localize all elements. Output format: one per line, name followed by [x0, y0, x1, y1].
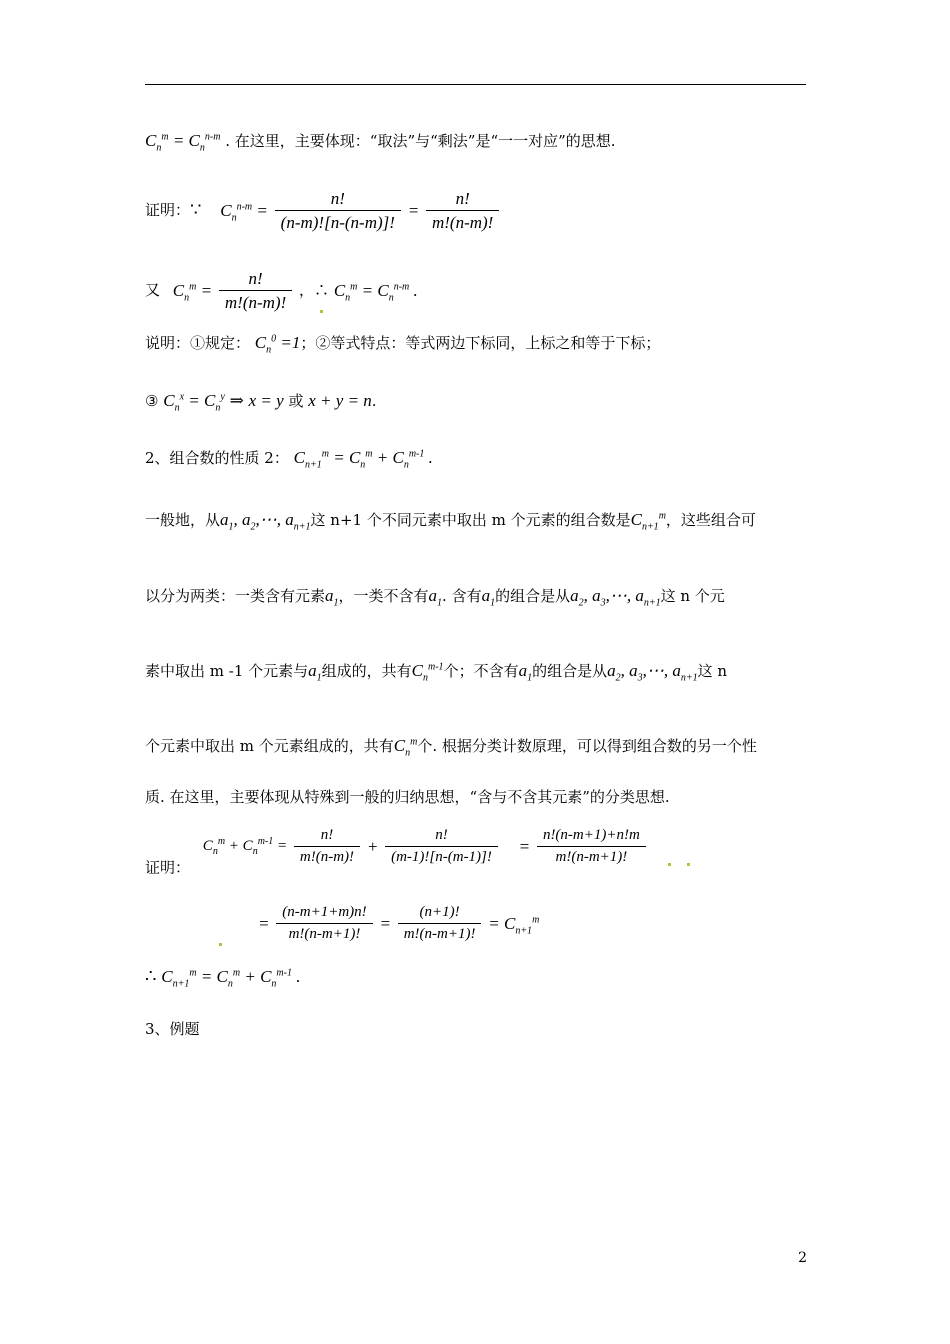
- page-number: 2: [798, 1250, 807, 1266]
- proof-symmetry-2: [145, 270, 418, 311]
- proof2-lhs: $C_n^m$ =: [172, 281, 213, 304]
- symmetry-statement: [145, 131, 616, 154]
- para-line-2: 以分为两类：一类含有元素$a_1$，一类不含有$a_1$. 含有$a_1$的组合是从$a_2$, $a_3,\cdots$, $a_{n+1}$这 n 个元: [145, 586, 725, 609]
- property-2-label: 2、组合数的性质 2：: [145, 449, 289, 467]
- note3-formula: $C_n^x = C_n^y$: [163, 391, 225, 414]
- property-2-formula: $C_{n+1}^m = C_n^m + C_n^{m-1}$ .: [293, 448, 433, 471]
- note-label: 说明：①规定：: [145, 334, 251, 352]
- symmetry-formula: $C_n^m = C_n^{n-m}$: [145, 131, 221, 154]
- proof2-fraction: $\frac{n!}{m!(n-m)!}$: [219, 270, 292, 311]
- also-label: 又: [145, 281, 161, 299]
- speck: [320, 310, 323, 313]
- speck: [219, 943, 222, 946]
- proof-label: 证明：: [145, 201, 191, 219]
- note-line: [145, 333, 661, 356]
- property-2: [145, 448, 433, 471]
- proof3-label: 证明：: [145, 858, 191, 877]
- proof-property-2: 证明： $C_n^m + C_n^{m-1}$ = $\frac{n!}{m!(n-m)!}$ + $\frac{n!}{(m-1)![n-(m-1)]!}$ = $\frac{n!(n-m+1)+n!m}{m!(n-m+1)!}$: [145, 828, 648, 876]
- note-text: ；②等式特点：等式两边下标同，上标之和等于下标；: [300, 334, 661, 352]
- note-rule: $C_n^0 =1$: [254, 333, 301, 356]
- note-3: ③ $C_n^x = C_n^y$ ⇒ x = y 或 x + y = n.: [145, 391, 377, 414]
- proof1-fraction-1: $\frac{n!}{(n-m)![n-(n-m)]!}$: [275, 190, 401, 231]
- proof2-result: $C_n^m = C_n^{n-m}$ .: [333, 281, 418, 304]
- proof-property-2-cont: = $\frac{(n-m+1+m)n!}{m!(n-m+1)!}$ = $\frac{(n+1)!}{m!(n-m+1)!}$ = $C_{n+1}^m$: [258, 904, 540, 942]
- therefore-symbol: ，∴: [299, 281, 330, 299]
- proof1-fraction-2: $\frac{n!}{m!(n-m)!}$: [426, 190, 499, 231]
- para-line-4: 个元素中取出 m 个元素组成的，共有$C_n^m$个. 根据分类计数原理，可以得到组合数的另一个性: [145, 736, 757, 759]
- section-3-heading: 3、例题: [145, 1020, 200, 1038]
- para-line-1: 一般地，从$a_1$, $a_2,\cdots$, $a_{n+1}$这 n+1 个不同元素中取出 m 个元素的组合数是$C_{n+1}^m$，这些组合可: [145, 510, 756, 533]
- proof1-lhs: $C_n^{n-m}$ =: [220, 201, 268, 224]
- because-symbol: ∵: [190, 199, 202, 221]
- para-line-5: 质. 在这里，主要体现从特殊到一般的归纳思想，“含与不含其元素”的分类思想.: [145, 788, 670, 806]
- conclusion: ∴ $C_{n+1}^m = C_n^m + C_n^{m-1}$ .: [145, 966, 301, 990]
- note3-label: ③: [145, 392, 159, 410]
- speck: [668, 863, 671, 866]
- proof-symmetry: 证明：∵ $C_n^{n-m}$ = $\frac{n!}{(n-m)![n-(n-m)]!}$ = $\frac{n!}{m!(n-m)!}$: [145, 190, 501, 231]
- speck: [687, 863, 690, 866]
- para-line-3: 素中取出 m -1 个元素与$a_1$组成的，共有$C_n^{m-1}$个；不含有$a_1$的组合是从$a_2$, $a_3,\cdots$, $a_{n+1}$这 n: [145, 661, 728, 684]
- header-rule: [145, 84, 806, 85]
- symmetry-text: . 在这里，主要体现：“取法”与“剩法”是“一一对应”的思想.: [225, 132, 616, 150]
